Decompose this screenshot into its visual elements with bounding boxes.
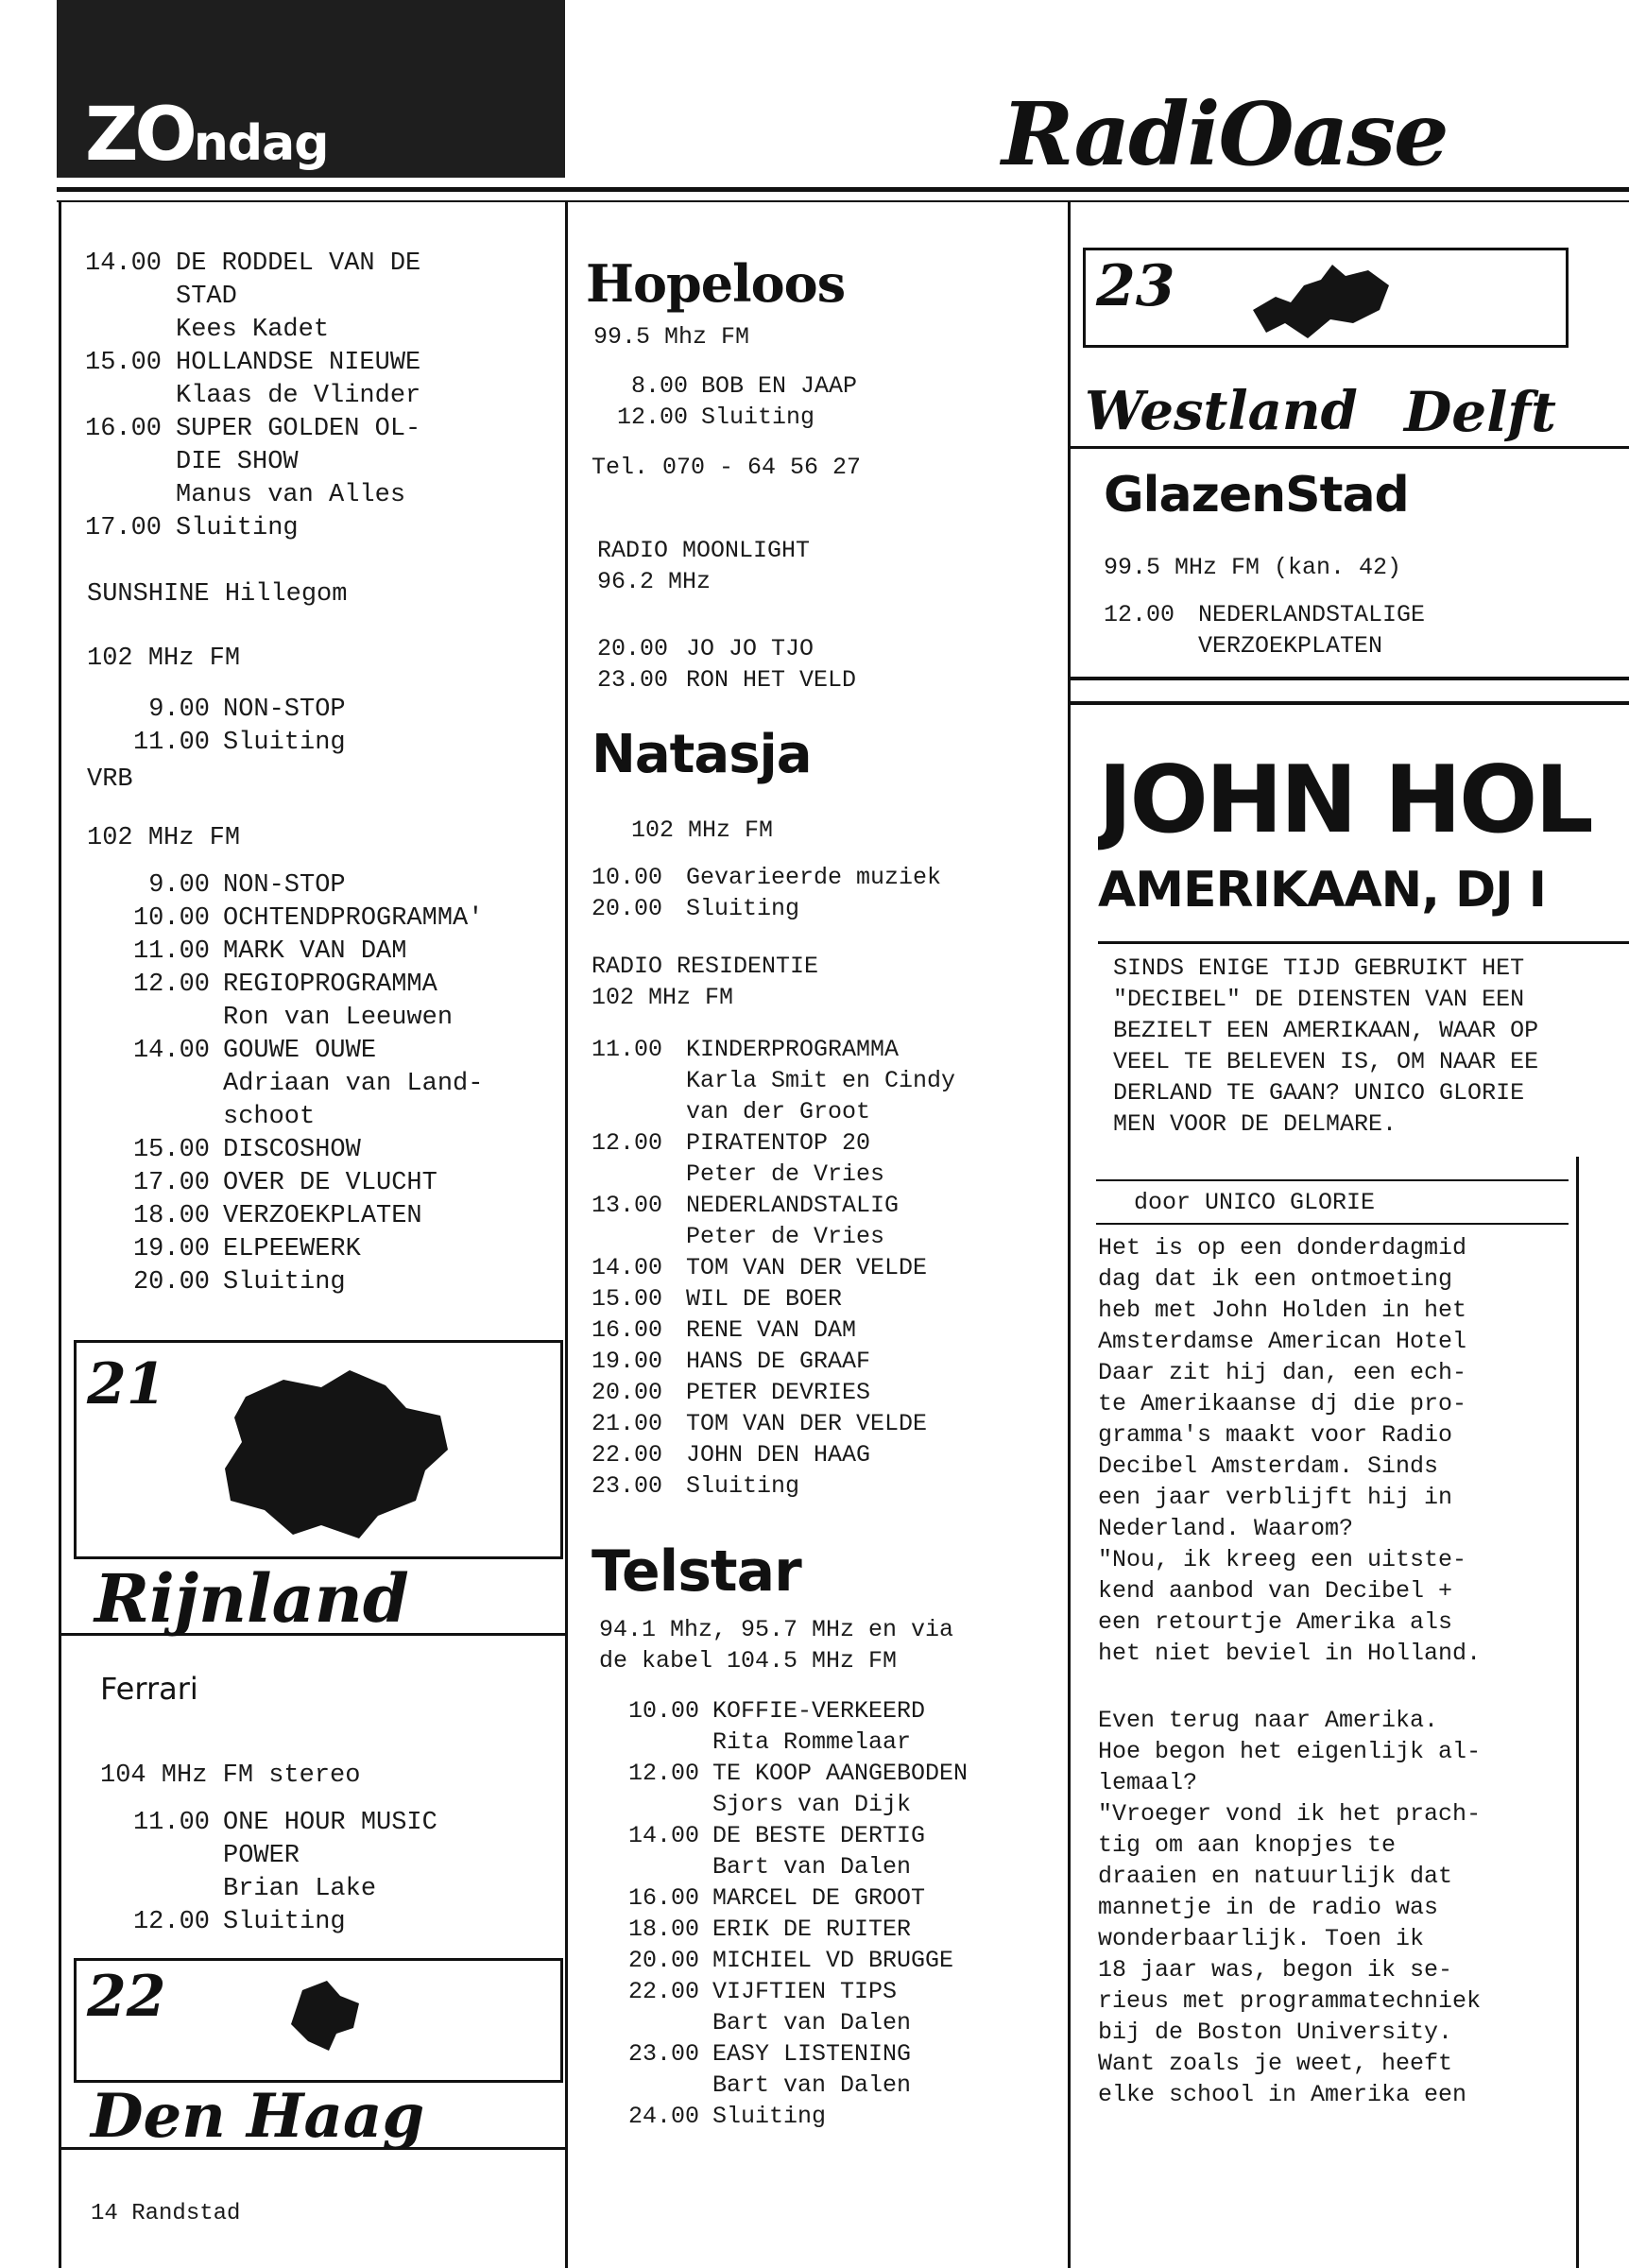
schedule-row [592,1314,1064,1346]
schedule-hopeloos [593,370,1066,433]
column-divider-3 [1068,200,1071,2268]
schedule-row [87,1134,559,1167]
program: Sluiting [712,2103,827,2130]
program: VERZOEKPLATEN [223,1202,422,1230]
station-telstar-freq: 94.1 Mhz, 95.7 MHz en via de kabel 104.5 MHz FM [599,1616,954,1675]
program: TOM VAN DER VELDE [686,1254,928,1281]
schedule-row [87,1266,559,1299]
program: DISCOSHOW [223,1136,361,1164]
time: 11.00 [132,729,210,757]
time: 10.00 [592,864,663,891]
schedule-row [87,694,559,727]
schedule-vrb [87,869,559,1299]
region-22-number: 22 [87,1964,166,2030]
article-intro: SINDS ENIGE TIJD GEBRUIKT HET "DECIBEL" DE DIENSTEN VAN EEN BEZIELT EEN AMERIKAAN, WAAR OP VEEL TE BELEVEN IS, OM NAAR EE DERLAND TE GAAN? UNICO GLORIE MEN VOOR DE DELMARE. [1113,954,1539,1138]
glazenstad-rule [1071,677,1629,680]
time: 12.00 [592,1129,663,1157]
schedule-row [1104,599,1614,662]
region-21-name: Rijnland [94,1559,409,1638]
station-vrb: VRB [87,765,133,794]
time: 22.00 [592,1441,663,1469]
region-22-name: Den Haag [91,2081,425,2152]
schedule-row [592,1914,1064,1945]
time: 15.00 [85,349,163,377]
region-23-map-icon [1247,257,1395,342]
schedule-row [592,1695,1064,1758]
intro-rule [1096,1179,1569,1181]
schedule-row [592,1034,1064,1127]
schedule-row [85,413,557,512]
time: 20.00 [597,635,669,662]
time: 23.00 [592,1472,663,1500]
schedule-row [87,1167,559,1200]
schedule-row [592,1252,1064,1283]
time: 14.00 [85,249,163,278]
time: 14.00 [627,1822,699,1849]
station-hopeloos-title: Hopeloos [586,253,846,314]
station-ferrari-freq: 104 MHz FM stereo [100,1761,361,1790]
program: NON-STOP [223,696,346,724]
schedule-row [593,402,1066,433]
schedule-natasja [592,862,1064,924]
time: 12.00 [616,404,688,431]
schedule-row [85,248,557,347]
schedule-row [85,347,557,413]
program: Sluiting [223,729,346,757]
schedule-glazenstad [1104,599,1614,662]
time: 12.00 [627,1760,699,1787]
time: 17.00 [132,1169,210,1197]
program: JO JO TJO [686,635,814,662]
column-divider-2 [565,200,568,2268]
program: TOM VAN DER VELDE [686,1410,928,1437]
time: 22.00 [627,1978,699,2005]
day-title [85,93,328,178]
article-subheadline: AMERIKAAN, DJ I [1098,862,1547,919]
program: VIJFTIEN TIPS Bart van Dalen [712,1978,912,2036]
program: KOFFIE-VERKEERD Rita Rommelaar [712,1697,926,1756]
schedule-row [87,1906,559,1939]
region-westland: Westland [1085,380,1358,442]
schedule-sunshine [87,694,559,760]
program: NON-STOP [223,871,346,900]
program: GOUWE OUWE Adriaan van Land- schoot [223,1037,484,1131]
program: Sluiting [686,1472,800,1500]
header-rule [57,187,1629,192]
time: 11.00 [132,937,210,966]
schedule-row [87,1035,559,1134]
schedule-row [593,370,1066,402]
time: 17.00 [85,514,163,542]
time: 12.00 [132,1908,210,1936]
schedule-row [592,1758,1064,1820]
article-body [1098,1232,1570,2110]
time: 23.00 [627,2040,699,2068]
schedule-row [87,936,559,969]
time: 15.00 [592,1285,663,1313]
region-21-number: 21 [87,1351,166,1418]
schedule-row [592,1408,1064,1439]
program: MICHIEL VD BRUGGE [712,1947,954,1974]
byline-rule [1096,1223,1569,1225]
program: Sluiting [223,1908,346,1936]
page-footer: 14 Randstad [91,2201,241,2226]
time: 10.00 [132,904,210,933]
time: 16.00 [592,1316,663,1344]
program: ONE HOUR MUSIC POWER Brian Lake [223,1809,437,1903]
station-ferrari: Ferrari [100,1671,198,1707]
program: DE BESTE DERTIG Bart van Dalen [712,1822,926,1881]
program: HOLLANDSE NIEUWE Klaas de Vlinder [176,349,421,410]
time: 18.00 [132,1202,210,1230]
station-glazenstad-freq: 99.5 MHz FM (kan. 42) [1104,554,1402,581]
program: Sluiting [176,514,299,542]
article-paragraph-2: Even terug naar Amerika. Hoe begon het eigenlijk al- lemaal? "Vroeger vond ik het prach- tig om aan knopjes te draaien en natuurlijk dat mannetje in de radio was wonderbaarlijk. Toen ik 18 jaar was, begon ik se- rieus met programmatechniek bij de Boston University. Want zoals je weet, heeft elke school in Amerika een [1098,1707,1482,2108]
program: EASY LISTENING Bart van Dalen [712,2040,912,2099]
time: 12.00 [1104,601,1175,628]
region-22-map-icon [283,1975,365,2056]
headline-rule [1098,941,1629,944]
time: 23.00 [597,666,669,694]
schedule-row [87,902,559,936]
time: 14.00 [132,1037,210,1065]
time: 21.00 [592,1410,663,1437]
region-23-number: 23 [1096,253,1175,319]
schedule-row [87,1807,559,1906]
station-telstar-title: Telstar [592,1538,801,1605]
time: 16.00 [85,415,163,443]
glazenstad-rule-bottom [1071,701,1629,705]
schedule-ferrari [87,1807,559,1939]
program: NEDERLANDSTALIGE VERZOEKPLATEN [1198,601,1426,660]
time: 11.00 [132,1809,210,1837]
program: WIL DE BOER [686,1285,843,1313]
day-title-big: ZO [85,93,194,178]
time: 20.00 [592,1379,663,1406]
program: Sluiting [686,895,800,922]
schedule-row [592,1976,1064,2038]
schedule-row [592,1190,1064,1252]
program: HANS DE GRAAF [686,1348,871,1375]
program: BOB EN JAAP [701,372,858,400]
schedule-row [592,1470,1064,1502]
header-rule-thin [57,200,1629,202]
program: REGIOPROGRAMMA Ron van Leeuwen [223,971,454,1032]
region-21-map-icon [217,1359,454,1544]
time: 14.00 [592,1254,663,1281]
schedule-row [592,2101,1064,2132]
program: PIRATENTOP 20 Peter de Vries [686,1129,885,1188]
schedule-row [592,1439,1064,1470]
program: ERIK DE RUITER [712,1916,912,1943]
program: Sluiting [223,1268,346,1297]
time: 20.00 [132,1268,210,1297]
station-natasja-freq: 102 MHz FM [631,816,774,844]
article-headline: JOHN HOL [1098,747,1591,854]
schedule-row [592,1346,1064,1377]
station-vrb-freq: 102 MHz FM [87,824,241,852]
time: 19.00 [132,1235,210,1263]
article-column-rule [1576,1157,1579,2268]
schedule-row [87,969,559,1035]
schedule-row [592,1945,1064,1976]
program: RON HET VELD [686,666,857,694]
time: 9.00 [148,871,210,900]
time: 12.00 [132,971,210,999]
schedule-row [592,1283,1064,1314]
schedule-row [85,512,557,545]
station-sunshine-freq: 102 MHz FM [87,644,241,673]
program: JOHN DEN HAAG [686,1441,871,1469]
schedule-row [592,893,1064,924]
station-hopeloos-freq: 99.5 Mhz FM [593,323,750,351]
schedule-row [87,1233,559,1266]
program: OCHTENDPROGRAMMA' [223,904,484,933]
region-delft: Delft [1404,380,1556,444]
schedule-row [87,869,559,902]
time: 10.00 [627,1697,699,1725]
station-glazenstad-title: GlazenStad [1104,467,1409,524]
schedule-residentie [592,1034,1064,1502]
station-natasja-title: Natasja [592,724,812,785]
day-title-rest: ndag [193,115,329,172]
program: NEDERLANDSTALIG Peter de Vries [686,1192,900,1250]
brand-logo: RadiOase [1002,83,1448,185]
schedule-row [87,1200,559,1233]
schedule-row [592,1820,1064,1882]
station-hopeloos-phone: Tel. 070 - 64 56 27 [592,454,862,481]
column-divider-1 [59,200,61,2268]
schedule-row [592,1882,1064,1914]
schedule-telstar [592,1695,1064,2132]
time: 24.00 [627,2103,699,2130]
schedule-row [597,664,1060,696]
schedule-row [592,1127,1064,1190]
schedule-row [592,2038,1064,2101]
program: KINDERPROGRAMMA Karla Smit en Cindy van der Groot [686,1036,956,1125]
program: MARCEL DE GROOT [712,1884,926,1912]
program: Sluiting [701,404,815,431]
time: 8.00 [630,372,688,400]
station-residentie: RADIO RESIDENTIE 102 MHz FM [592,953,819,1011]
time: 20.00 [627,1947,699,1974]
program: SUPER GOLDEN OL- DIE SHOW Manus van Alles [176,415,421,509]
program: ELPEEWERK [223,1235,361,1263]
schedule-row [597,633,1060,664]
time: 20.00 [592,895,663,922]
program: Gevarieerde muziek [686,864,942,891]
program: RENE VAN DAM [686,1316,857,1344]
program: TE KOOP AANGEBODEN Sjors van Dijk [712,1760,969,1818]
article-byline: door UNICO GLORIE [1134,1189,1376,1216]
schedule-row [592,862,1064,893]
time: 19.00 [592,1348,663,1375]
program: PETER DEVRIES [686,1379,871,1406]
program: OVER DE VLUCHT [223,1169,437,1197]
schedule-row [87,727,559,760]
program: DE RODDEL VAN DE STAD Kees Kadet [176,249,421,344]
schedule-opening [85,248,557,545]
station-sunshine: SUNSHINE Hillegom [87,580,348,609]
time: 16.00 [627,1884,699,1912]
station-moonlight: RADIO MOONLIGHT 96.2 MHz [597,537,811,595]
schedule-row [592,1377,1064,1408]
schedule-moonlight [597,633,1060,696]
time: 11.00 [592,1036,663,1063]
time: 15.00 [132,1136,210,1164]
time: 13.00 [592,1192,663,1219]
article-paragraph-1: Het is op een donderdagmid dag dat ik een ontmoeting heb met John Holden in het Amsterdamse American Hotel Daar zit hij dan, een ech- te Amerikaanse dj die pro- gramma's maakt voor Radio Decibel Amsterdam. Sinds een jaar verblijft hij in Nederland. Waarom? "Nou, ik kreeg een uitste- kend aanbod van Decibel + een retourtje Amerika als het niet beviel in Holland. [1098,1234,1482,1667]
region-23-rule [1071,446,1629,449]
time: 18.00 [627,1916,699,1943]
time: 9.00 [148,696,210,724]
program: MARK VAN DAM [223,937,407,966]
